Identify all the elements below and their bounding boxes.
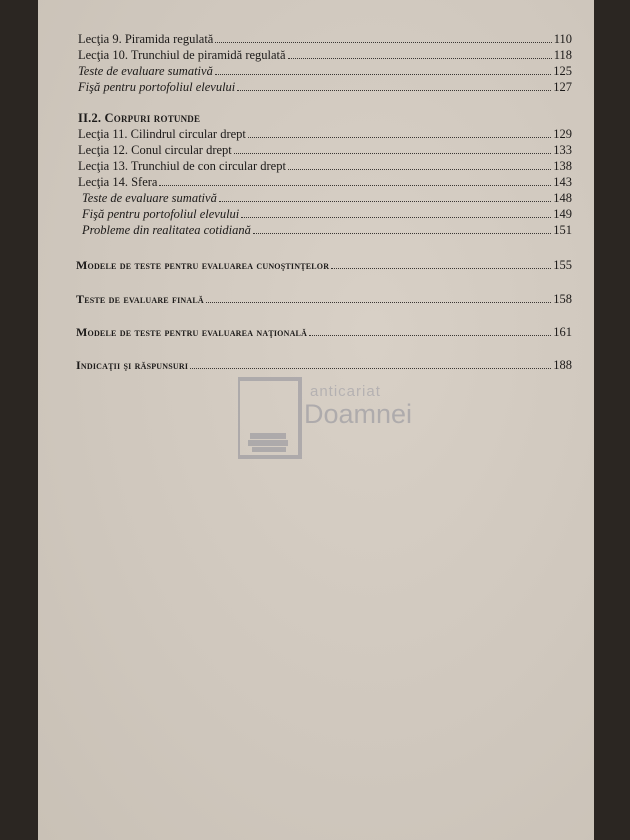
toc-entry-page: 155 <box>553 258 572 272</box>
toc-entry-title: Indicaţii şi răspunsuri <box>76 358 189 372</box>
dot-leader <box>237 89 551 91</box>
toc-entry <box>78 173 572 189</box>
toc-entry-title: Lecţia 12. Conul circular drept <box>78 143 232 157</box>
toc-entry <box>78 78 572 94</box>
toc-entry-title: Teste de evaluare finală <box>76 292 204 306</box>
book-page <box>38 0 594 840</box>
toc-entry-title: Teste de evaluare sumativă <box>82 191 217 205</box>
toc-entry <box>78 157 572 173</box>
toc-entry <box>78 141 572 157</box>
dot-leader <box>219 200 551 202</box>
dot-leader <box>215 73 551 75</box>
toc-entry <box>82 189 572 205</box>
toc-entry-page: 188 <box>553 358 572 372</box>
dot-leader <box>253 232 551 234</box>
toc-main-entry <box>76 356 572 372</box>
toc-entry-page: 118 <box>553 48 572 62</box>
toc-entry-page: 143 <box>553 175 572 189</box>
dot-leader <box>288 168 551 170</box>
toc-entry-title: Lecţia 9. Piramida regulată <box>78 32 214 46</box>
dot-leader <box>159 184 551 186</box>
toc-entry-title: Modele de teste pentru evaluarea naţională <box>76 325 308 339</box>
toc-entry-page: 127 <box>553 80 572 94</box>
watermark-logo <box>238 377 438 459</box>
toc-main-entry <box>76 290 572 306</box>
dot-leader <box>331 267 551 269</box>
toc-entry <box>78 62 572 78</box>
dot-leader <box>248 136 551 138</box>
dot-leader <box>190 367 551 369</box>
toc-entry <box>82 205 572 221</box>
section-heading: II.2. Corpuri rotunde <box>78 111 201 125</box>
dot-leader <box>234 152 551 154</box>
watermark-small-text: anticariat <box>310 383 381 400</box>
toc-entry-page: 138 <box>553 159 572 173</box>
toc-entry <box>78 46 572 62</box>
dot-leader <box>288 57 552 59</box>
toc-entry-page: 161 <box>553 325 572 339</box>
toc-entry-page: 148 <box>553 191 572 205</box>
toc-entry-page: 149 <box>553 207 572 221</box>
bleed-through-text <box>338 100 578 112</box>
dot-leader <box>215 41 551 43</box>
toc-entry-title: Teste de evaluare sumativă <box>78 64 213 78</box>
dot-leader <box>241 216 551 218</box>
toc-entry-title: Lecţia 10. Trunchiul de piramidă regulată <box>78 48 286 62</box>
toc-entry-page: 158 <box>553 292 572 306</box>
toc-entry <box>78 30 572 46</box>
toc-main-entry <box>76 323 572 339</box>
toc-entry-title: Fişă pentru portofoliul elevului <box>78 80 236 94</box>
toc-entry <box>82 221 572 237</box>
toc-entry-title: Lecţia 11. Cilindrul circular drept <box>78 127 246 141</box>
toc-entry-page: 133 <box>553 143 572 157</box>
toc-entry-page: 110 <box>553 32 572 46</box>
toc-entry-page: 151 <box>553 223 572 237</box>
toc-entry-page: 125 <box>553 64 572 78</box>
toc-entry-title: Modele de teste pentru evaluarea cunoştinţelor <box>76 258 330 272</box>
toc-entry-title: Lecţia 14. Sfera <box>78 175 158 189</box>
toc-entry-page: 129 <box>553 127 572 141</box>
dot-leader <box>309 334 551 336</box>
toc-main-entry <box>76 256 572 272</box>
toc-entry-title: Lecţia 13. Trunchiul de con circular drept <box>78 159 286 173</box>
toc-entry <box>78 125 572 141</box>
dot-leader <box>206 301 551 303</box>
watermark-large-text: Doamnei <box>304 399 413 429</box>
toc-entry-title: Fişă pentru portofoliul elevului <box>82 207 240 221</box>
toc-entry-title: Probleme din realitatea cotidiană <box>82 223 251 237</box>
